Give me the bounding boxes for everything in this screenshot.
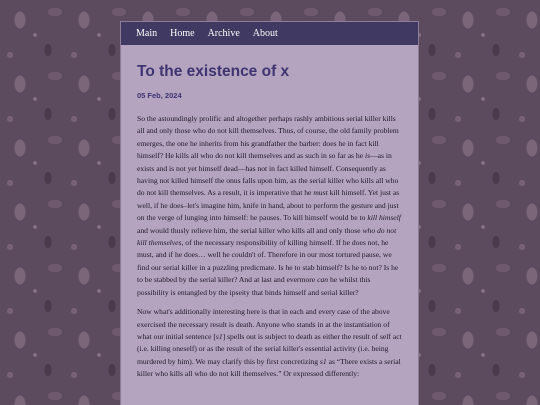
body-text: Now what's additionally interesting here is that in each and every case of the above exercised the necessary result is death. Anyone who stands in at the instantiation of what our initial sentence [	[137, 307, 390, 341]
emphasis-text: is	[364, 151, 371, 161]
nav-link-about[interactable]: About	[252, 28, 278, 39]
main-panel	[121, 22, 418, 405]
body-text: as “There exists a serial killer who kills all who do not kill themselves.” Or expressed differently:	[137, 356, 401, 379]
body-text: So the astoundingly prolific and altogether perhaps rashly ambitious serial killer kills all and only those who do not kill themselves. Thus, of course, the old family problem emerges, the one he inherits from his grandfather the barber: does he in fact kill himself? He kills all who do not kill themselves and as such in so far as he	[137, 114, 399, 161]
nav-link-home[interactable]: Home	[170, 28, 195, 39]
post-paragraph-2	[137, 306, 402, 380]
emphasis-text: s1	[319, 356, 327, 366]
post-title: To the existence of x	[137, 63, 290, 80]
body-text: and would thusly relieve him, the serial killer who kills all and only those	[137, 225, 363, 235]
emphasis-text: can	[317, 275, 329, 285]
post-paragraph-1	[137, 113, 402, 299]
emphasis-text: must	[313, 188, 328, 198]
body-text: kill himself. Yet just as well, if he does–let's imagine him, knife in hand, about to perform the gesture and just on the verge of lunging into himself: he pauses. To kill himself would be to	[137, 188, 400, 223]
body-text: , of the necessary responsibility of killing himself. If he does not, he must, and if he does… well he couldn't of. Therefore in our most tortured pause, we find our serial killer in a puzzling predicmate. Is he to stab himself? Is he to not? Is he to be stabbed by the serial killer? And at last and evermore	[137, 238, 399, 285]
body-text: —as in exists and is not yet himself dead—has not in fact killed himself. Consequently as having not killed himself the onus falls upon him, as the serial killer who kills all who do not kill themselves. As a result, it is imperative that he	[137, 151, 399, 198]
body-text: ] spells out is subject to death as either the result of self act (i.e. killing oneself) or as the result of the serial killer's essential activity (i.e. being murdered by him). We may clarify this by first concretizing	[137, 331, 402, 366]
top-navbar	[121, 22, 418, 45]
emphasis-text: s1	[215, 331, 223, 341]
nav-link-main[interactable]: Main	[136, 28, 158, 39]
body-text: he whilst this possibility is entangled by the ipseity that binds himself and serial killer?	[137, 275, 371, 297]
emphasis-text: kill himself	[367, 213, 401, 223]
post-content	[121, 62, 418, 381]
post-date: 05 Feb, 2024	[137, 91, 182, 100]
nav-link-archive[interactable]: Archive	[207, 28, 240, 39]
emphasis-text: who do not kill themselves	[137, 225, 397, 248]
